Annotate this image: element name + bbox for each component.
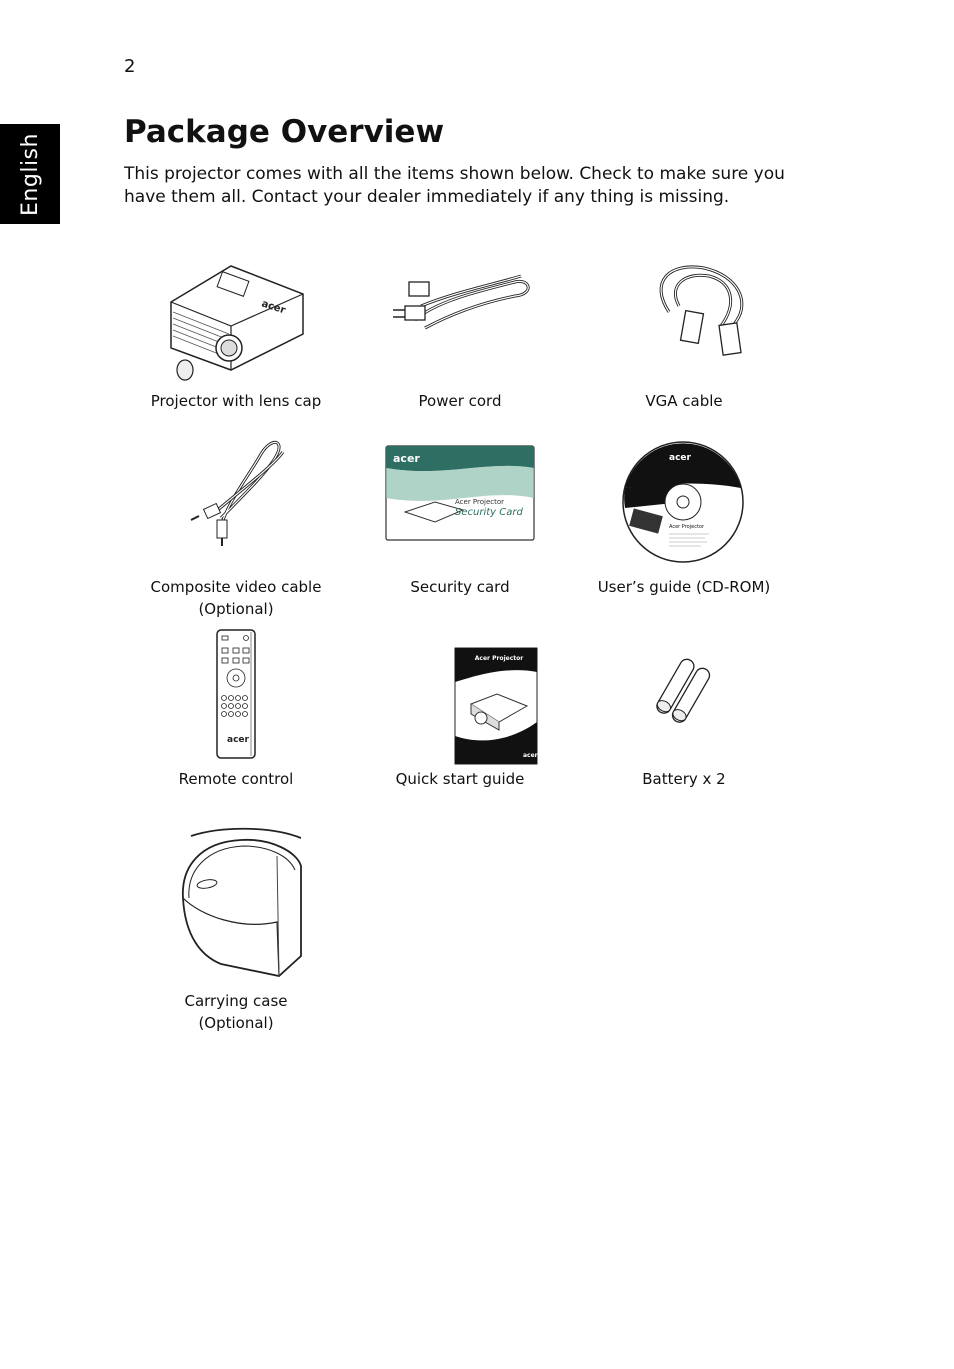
page-number: 2 <box>124 56 136 77</box>
item-caption: Projector with lens cap <box>150 392 322 410</box>
item-carrying-case <box>124 826 348 1034</box>
projector-brand-mark: acer <box>260 298 287 317</box>
item-caption: Power cord <box>418 392 502 410</box>
projector-illustration <box>161 262 311 384</box>
cd-line: Acer Projector <box>669 524 705 530</box>
item-caption: Quick start guide <box>395 770 525 788</box>
guide-brand: acer <box>523 752 538 759</box>
item-security-card <box>348 438 572 598</box>
cd-rom-illustration <box>609 438 759 570</box>
item-caption: Carrying case (Optional) <box>184 992 288 1032</box>
carrying-case-illustration <box>161 826 311 984</box>
remote-control-illustration <box>161 626 311 762</box>
item-caption: Security card <box>410 578 510 596</box>
vga-cable-illustration <box>609 262 759 384</box>
cd-brand: acer <box>669 453 691 463</box>
quick-start-guide-illustration <box>385 626 538 762</box>
page-title: Package Overview <box>124 114 445 150</box>
item-remote-control <box>124 626 348 790</box>
security-card-illustration <box>385 438 535 570</box>
language-tab <box>0 124 60 224</box>
item-caption: Composite video cable (Optional) <box>150 578 322 618</box>
guide-title: Acer Projector <box>474 655 524 662</box>
item-caption: Remote control <box>178 770 294 788</box>
item-battery <box>572 626 796 790</box>
power-cord-illustration <box>385 262 535 384</box>
composite-cable-illustration <box>161 438 311 570</box>
card-line2: Security Card <box>455 507 523 518</box>
item-caption: Battery x 2 <box>642 770 726 788</box>
remote-brand: acer <box>227 735 249 745</box>
item-projector <box>124 262 348 412</box>
item-caption: User’s guide (CD-ROM) <box>597 578 771 596</box>
card-line1: Acer Projector <box>455 498 505 506</box>
item-quick-start-guide <box>348 626 572 790</box>
intro-text: This projector comes with all the items shown below. Check to make sure you have them all. Contact your dealer immediately if any thing is missing. <box>124 164 785 207</box>
card-brand: acer <box>393 452 420 465</box>
battery-illustration <box>609 626 759 762</box>
item-caption: VGA cable <box>645 392 723 410</box>
item-vga-cable <box>572 262 796 412</box>
language-tab-label: English <box>17 132 43 216</box>
item-composite-cable <box>124 438 348 620</box>
item-cd-rom <box>572 438 796 598</box>
item-power-cord <box>348 262 572 412</box>
